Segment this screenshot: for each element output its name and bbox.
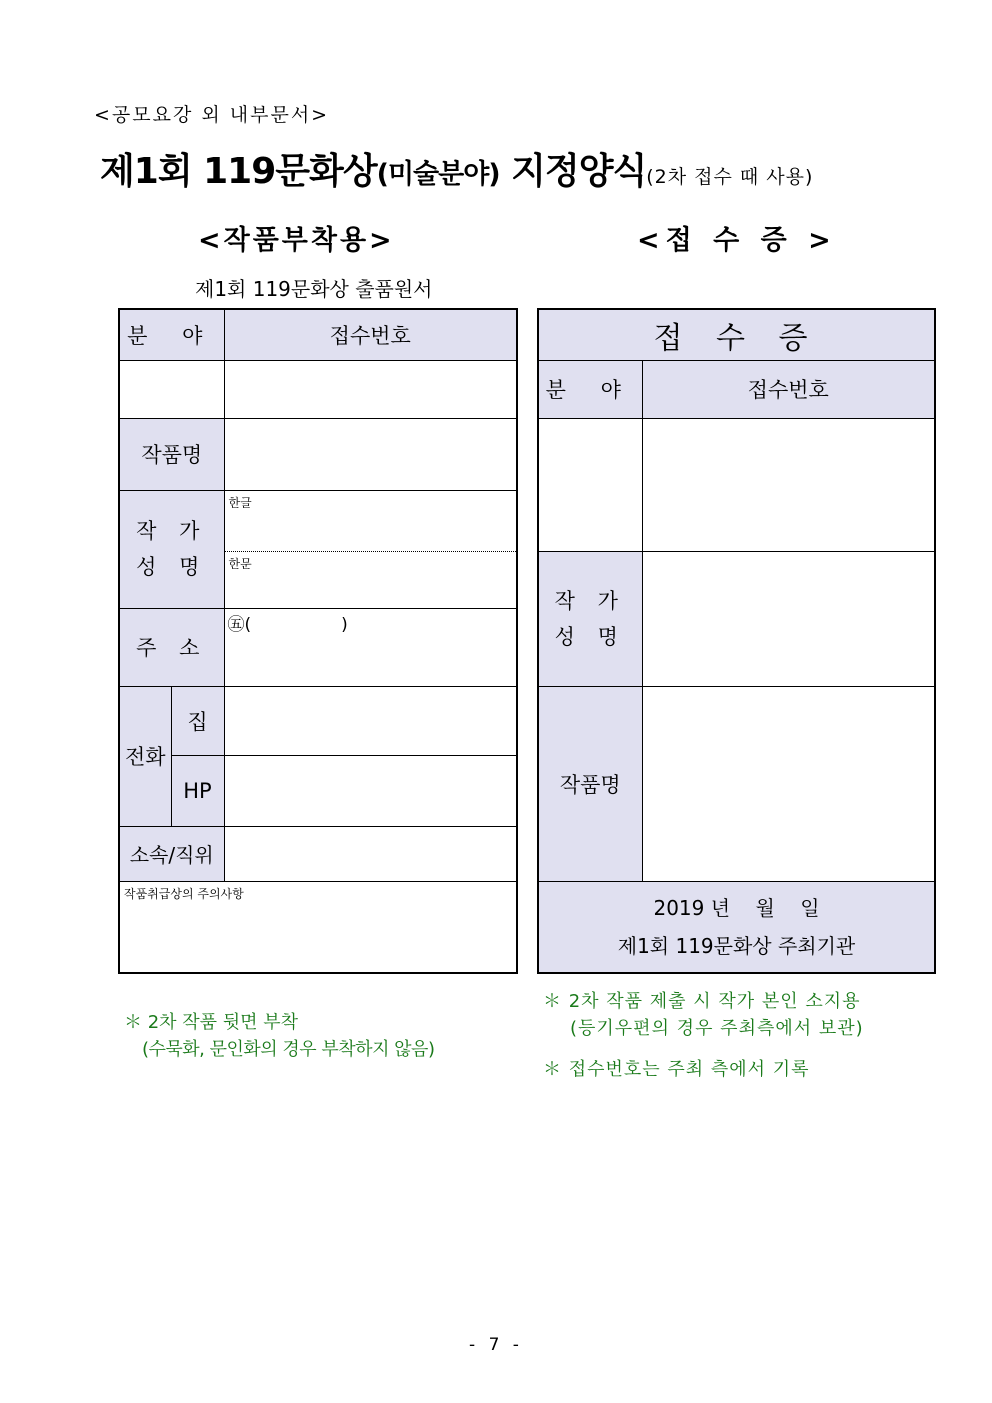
application-form-table — [118, 308, 518, 974]
page-title — [100, 143, 813, 194]
title-category: (미술분야) — [376, 159, 500, 190]
title-rest: 지정양식 — [499, 151, 647, 192]
hangul-name-cell[interactable] — [224, 490, 517, 551]
author-label-line1: 작 가 — [136, 519, 208, 543]
note-receipt-keep: ＊ 2차 작품 제출 시 작가 본인 소지용 — [543, 991, 861, 1012]
field-label-cell: 분 야 — [119, 309, 224, 360]
title-usage-note: (2차 접수 때 사용) — [646, 166, 814, 188]
receipt-organizer-line: 제1회 119문화상 주최기관 — [617, 933, 856, 958]
home-phone-label-cell: 집 — [171, 686, 224, 755]
receipt-footer-cell — [538, 881, 935, 973]
home-phone-value-cell[interactable] — [224, 686, 517, 755]
phone-label-cell: 전화 — [119, 686, 171, 826]
affiliation-value-cell[interactable] — [224, 826, 517, 881]
receipt-work-title-value-cell[interactable] — [642, 686, 935, 881]
postal-code-prefix: ㊄( — [227, 614, 252, 635]
address-label-cell: 주 소 — [119, 608, 224, 686]
author-name-label-cell — [119, 490, 224, 608]
receipt-number-label-cell: 접수번호 — [224, 309, 517, 360]
receipt-table — [537, 308, 936, 974]
note-attach-exception: (수묵화, 문인화의 경우 부착하지 않음) — [142, 1039, 435, 1060]
receipt-author-label-line1: 작 가 — [554, 588, 626, 613]
document-label: <공모요강 외 내부문서> — [94, 104, 330, 126]
mobile-phone-value-cell[interactable] — [224, 755, 517, 826]
page-number: - 7 - — [469, 1335, 523, 1355]
receipt-field-label-cell: 분 야 — [538, 360, 642, 418]
author-label-line2: 성 명 — [136, 555, 208, 579]
attachment-heading: <작품부착용> — [198, 225, 395, 256]
field-value-cell[interactable] — [119, 360, 224, 418]
hanmun-label: 한문 — [228, 556, 252, 571]
work-title-label-cell: 작품명 — [119, 418, 224, 490]
title-main: 제1회 119문화상 — [100, 151, 377, 192]
receipt-field-value-cell[interactable] — [538, 418, 642, 551]
note-attach-back: ＊ 2차 작품 뒷면 부착 — [124, 1012, 299, 1033]
receipt-heading: <접 수 증 > — [637, 225, 837, 256]
receipt-title-cell: 접 수 증 — [538, 309, 935, 360]
work-title-value-cell[interactable] — [224, 418, 517, 490]
receipt-author-label-line2: 성 명 — [554, 624, 626, 649]
affiliation-label-cell: 소속/직위 — [119, 826, 224, 881]
note-registered-mail: (등기우편의 경우 주최측에서 보관) — [570, 1018, 864, 1039]
receipt-number-value-cell[interactable] — [642, 418, 935, 551]
receipt-date-line: 2019 년 월 일 — [653, 895, 820, 920]
address-value-cell[interactable] — [224, 608, 517, 686]
mobile-phone-label-cell: HP — [171, 755, 224, 826]
receipt-author-value-cell[interactable] — [642, 551, 935, 686]
handling-caution-cell[interactable] — [119, 881, 517, 973]
hanmun-name-cell[interactable] — [224, 551, 517, 608]
postal-code-suffix: ) — [341, 614, 348, 635]
receipt-work-title-label-cell: 작품명 — [538, 686, 642, 881]
receipt-author-label-cell — [538, 551, 642, 686]
application-form-title: 제1회 119문화상 출품원서 — [195, 277, 433, 301]
handling-caution-label: 작품취급상의 주의사항 — [124, 886, 244, 901]
note-receipt-number: ＊ 접수번호는 주최 측에서 기록 — [543, 1059, 810, 1080]
hangul-label: 한글 — [228, 495, 252, 510]
receipt-number-label-cell: 접수번호 — [642, 360, 935, 418]
receipt-number-value-cell[interactable] — [224, 360, 517, 418]
